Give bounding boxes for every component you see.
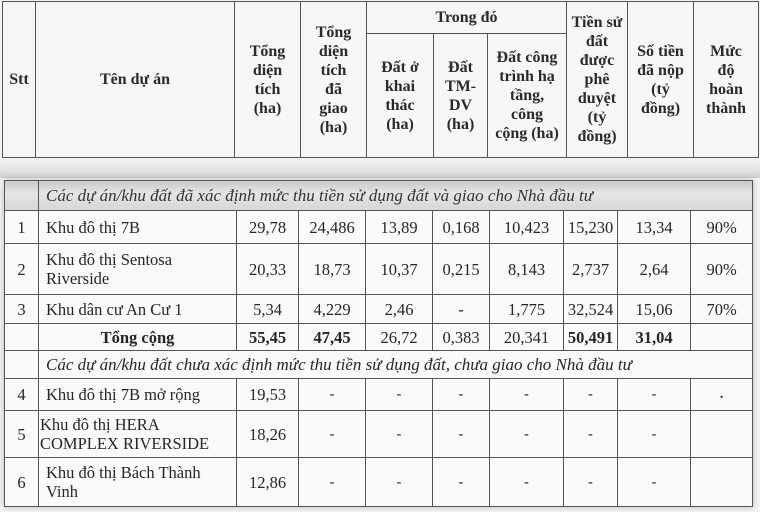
completion: 70% xyxy=(691,295,753,324)
completion: 90% xyxy=(691,244,753,295)
total-row xyxy=(5,324,753,351)
fee-approved: 50,491 xyxy=(564,324,618,351)
total-area: 55,45 xyxy=(237,324,299,351)
section-header xyxy=(5,181,753,211)
project-name: Khu đô thị HERA COMPLEX RIVERSIDE xyxy=(39,411,237,458)
fee-approved: - xyxy=(564,458,618,507)
table-row xyxy=(5,411,753,458)
residential-land: 13,89 xyxy=(366,211,433,244)
project-name: Khu đô thị Bách Thành Vinh xyxy=(39,458,237,507)
total-area: 19,53 xyxy=(237,379,299,411)
stt: 5 xyxy=(5,411,39,458)
header-stt: Stt xyxy=(3,2,36,158)
header-residential-land: Đất ở khai thác (ha) xyxy=(367,34,434,158)
public-land: 20,341 xyxy=(490,324,564,351)
header-public-land: Đất công trình hạ tầng, công cộng (ha) xyxy=(488,34,567,158)
fee-paid: - xyxy=(618,458,691,507)
project-name: Khu dân cư An Cư 1 xyxy=(39,295,237,324)
residential-land: - xyxy=(366,411,433,458)
public-land: - xyxy=(490,379,564,411)
public-land: - xyxy=(490,411,564,458)
residential-land: 2,46 xyxy=(366,295,433,324)
header-amount-paid: Số tiền đã nộp (tỷ đồng) xyxy=(628,2,694,158)
divider xyxy=(0,158,760,178)
total-area: 20,33 xyxy=(237,244,299,295)
fee-paid: - xyxy=(618,379,691,411)
section-title: Các dự án/khu đất đã xác định mức thu tiền sử dụng đất và giao cho Nhà đầu tư xyxy=(39,181,753,211)
fee-approved: - xyxy=(564,411,618,458)
header-land-fee-approved: Tiền sử đất được phê duyệt (tỷ đồng) xyxy=(567,2,628,158)
public-land: 1,775 xyxy=(490,295,564,324)
residential-land: - xyxy=(366,458,433,507)
total-area: 12,86 xyxy=(237,458,299,507)
header-completion: Mức độ hoàn thành xyxy=(694,2,759,158)
residential-land: - xyxy=(366,379,433,411)
stt: 4 xyxy=(5,379,39,411)
header-total-area: Tổng diện tích (ha) xyxy=(235,2,301,158)
delivered-area: 18,73 xyxy=(299,244,366,295)
table-row xyxy=(5,244,753,295)
header-project-name: Tên dự án xyxy=(36,2,235,158)
public-land: 8,143 xyxy=(490,244,564,295)
commercial-land: - xyxy=(433,379,490,411)
delivered-area: 4,229 xyxy=(299,295,366,324)
stt: 2 xyxy=(5,244,39,295)
total-area: 29,78 xyxy=(237,211,299,244)
delivered-area: - xyxy=(299,411,366,458)
section-title: Các dự án/khu đất chưa xác định mức thu tiền sử dụng đất, chưa giao cho Nhà đầu tư xyxy=(39,351,753,379)
header-commercial-land: Đất TM- DV (ha) xyxy=(434,34,488,158)
commercial-land: 0,168 xyxy=(433,211,490,244)
fee-approved: 2,737 xyxy=(564,244,618,295)
project-name: Khu đô thị Sentosa Riverside xyxy=(39,244,237,295)
fee-paid: - xyxy=(618,411,691,458)
delivered-area: - xyxy=(299,458,366,507)
table-row xyxy=(5,458,753,507)
fee-paid: 31,04 xyxy=(618,324,691,351)
fee-approved: - xyxy=(564,379,618,411)
project-name: Khu đô thị 7B xyxy=(39,211,237,244)
delivered-area: 24,486 xyxy=(299,211,366,244)
public-land: 10,423 xyxy=(490,211,564,244)
total-label: Tổng cộng xyxy=(39,324,237,351)
table-header xyxy=(2,1,759,158)
fee-approved: 32,524 xyxy=(564,295,618,324)
completion xyxy=(691,411,753,458)
project-name: Khu đô thị 7B mở rộng xyxy=(39,379,237,411)
table-body xyxy=(4,180,753,507)
fee-approved: 15,230 xyxy=(564,211,618,244)
commercial-land: - xyxy=(433,295,490,324)
residential-land: 26,72 xyxy=(366,324,433,351)
header-trong-do: Trong đó xyxy=(367,2,567,34)
completion: 90% xyxy=(691,211,753,244)
table-row xyxy=(5,211,753,244)
commercial-land: 0,215 xyxy=(433,244,490,295)
commercial-land: 0,383 xyxy=(433,324,490,351)
completion xyxy=(691,324,753,351)
table-row xyxy=(5,379,753,411)
stt: 1 xyxy=(5,211,39,244)
fee-paid: 15,06 xyxy=(618,295,691,324)
commercial-land: - xyxy=(433,458,490,507)
header-delivered-area: Tổng diện tích đã giao (ha) xyxy=(301,2,367,158)
residential-land: 10,37 xyxy=(366,244,433,295)
section-header xyxy=(5,351,753,379)
total-area: 18,26 xyxy=(237,411,299,458)
completion: . xyxy=(691,379,753,411)
table-row xyxy=(5,295,753,324)
total-area: 5,34 xyxy=(237,295,299,324)
completion xyxy=(691,458,753,507)
stt: 3 xyxy=(5,295,39,324)
stt: 6 xyxy=(5,458,39,507)
delivered-area: 47,45 xyxy=(299,324,366,351)
delivered-area: - xyxy=(299,379,366,411)
public-land: - xyxy=(490,458,564,507)
fee-paid: 2,64 xyxy=(618,244,691,295)
fee-paid: 13,34 xyxy=(618,211,691,244)
commercial-land: - xyxy=(433,411,490,458)
